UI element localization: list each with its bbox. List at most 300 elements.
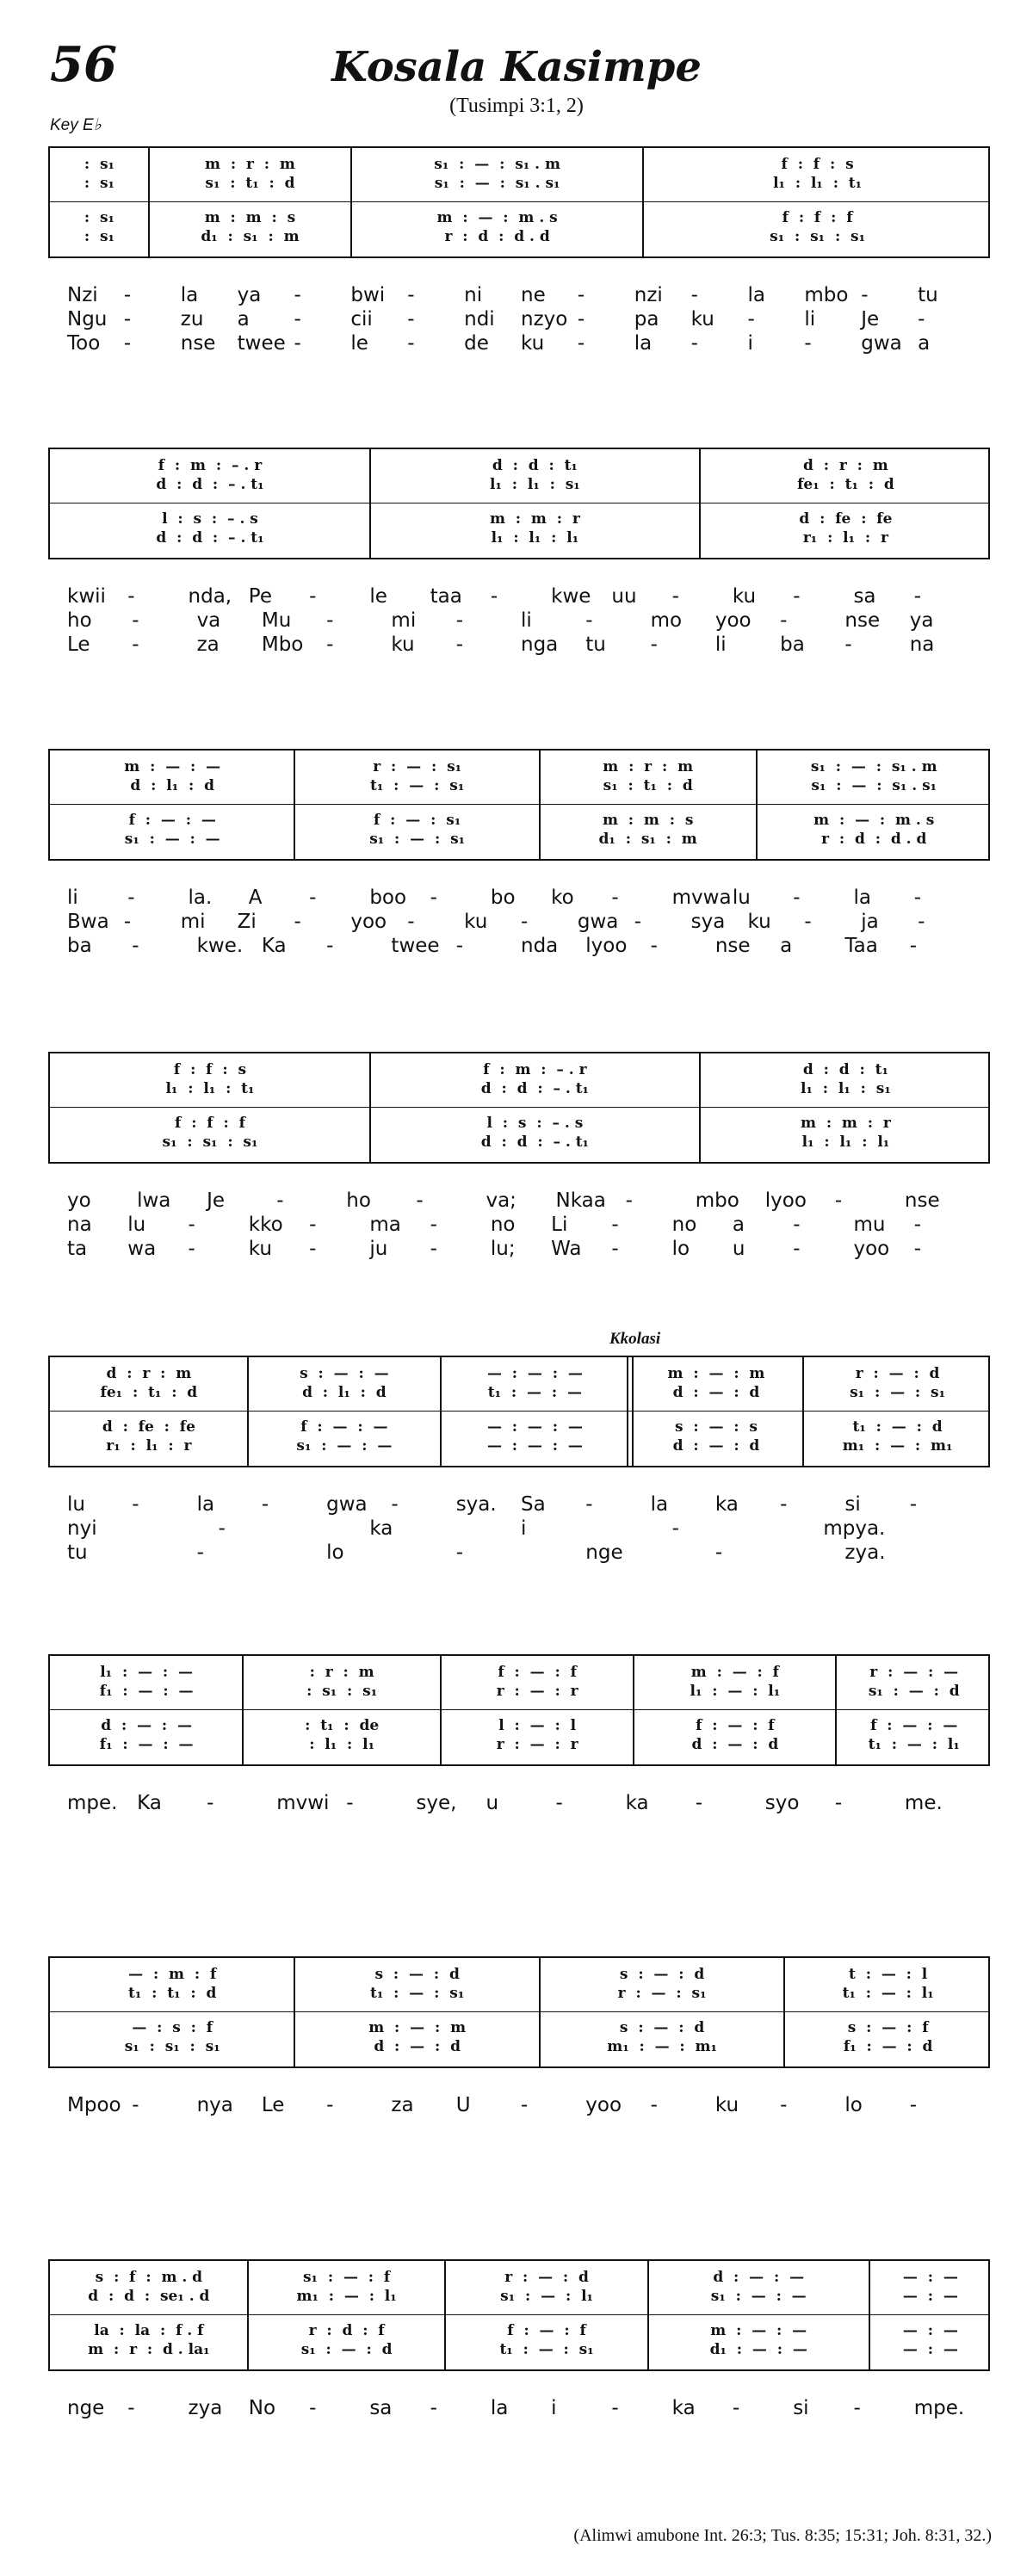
lyric-syllable: mvwa bbox=[671, 886, 732, 909]
solfa-line: s : f : m . d bbox=[95, 2269, 203, 2286]
lyric-syllable: za bbox=[196, 633, 220, 656]
measure bbox=[50, 148, 149, 256]
lyric-syllable: le bbox=[350, 332, 368, 355]
lyric-syllable: ho bbox=[67, 609, 92, 632]
solfa-line: s₁ : — : — bbox=[124, 831, 220, 848]
lyric-syllable: ku bbox=[248, 1238, 272, 1260]
lyric-syllable: mo bbox=[650, 609, 683, 632]
lyric-syllable: tu bbox=[67, 1541, 88, 1564]
solfa-line: f : — : f bbox=[507, 2322, 586, 2339]
solfa-line: m : r : m bbox=[205, 156, 295, 173]
lyric-syllable: nzyo bbox=[521, 308, 568, 330]
lyric-syllable: ku bbox=[714, 2094, 739, 2116]
lyric-syllable: nzi bbox=[634, 284, 663, 306]
lyric-syllable: nse bbox=[844, 609, 881, 632]
lyric-syllable: - bbox=[611, 1214, 619, 1236]
lyric-syllable: - bbox=[309, 2397, 317, 2419]
lyric-line bbox=[50, 1214, 992, 1238]
solfa-line: l₁ : l₁ : s₁ bbox=[490, 476, 580, 493]
lyric-syllable: no bbox=[490, 1214, 516, 1236]
solfa-line: : s₁ bbox=[84, 175, 114, 192]
solfa-line: r : — : d bbox=[504, 2269, 589, 2286]
lyric-syllable: kko bbox=[248, 1214, 283, 1236]
lyric-syllable: - bbox=[218, 1517, 226, 1540]
lyric-syllable: - bbox=[430, 1214, 437, 1236]
lyric-syllable: la bbox=[650, 1493, 669, 1516]
solfa-line: f : f : f bbox=[175, 1115, 245, 1132]
lyric-syllable: - bbox=[909, 2094, 918, 2116]
solfa-line: — : s : f bbox=[132, 2019, 213, 2036]
solfa-line: r : — : — bbox=[869, 1664, 959, 1681]
lyric-line bbox=[50, 1517, 992, 1541]
lyric-syllable: a bbox=[237, 308, 250, 330]
lyric-syllable: bwi bbox=[350, 284, 386, 306]
lyric-syllable: - bbox=[714, 1541, 723, 1564]
lyric-syllable: sya. bbox=[455, 1493, 497, 1516]
lyric-syllable: pa bbox=[634, 308, 659, 330]
solfa-line: r : — : r bbox=[496, 1736, 578, 1753]
lyric-line bbox=[50, 1189, 992, 1214]
lyric-syllable: - bbox=[671, 1517, 679, 1540]
lyric-syllable: ka bbox=[369, 1517, 393, 1540]
solfa-line: s : — : d bbox=[619, 2019, 705, 2036]
lyric-syllable: de bbox=[464, 332, 489, 355]
lyric-syllable: - bbox=[132, 1493, 139, 1516]
lyric-syllable: Nzi bbox=[67, 284, 98, 306]
solfa-line: s₁ : — : — bbox=[710, 2288, 807, 2305]
solfa-line: : r : m bbox=[309, 1664, 374, 1681]
lyric-syllable: - bbox=[690, 332, 698, 355]
measure bbox=[441, 1357, 629, 1466]
solfa-line: f : — : f bbox=[696, 1717, 775, 1734]
lyric-syllable: mvwi bbox=[276, 1792, 330, 1814]
lyric-syllable: a bbox=[780, 935, 793, 957]
solfa-line: — : — : — bbox=[486, 1418, 583, 1436]
measure bbox=[643, 148, 992, 256]
solfa-line: : l₁ : l₁ bbox=[309, 1736, 375, 1753]
solfa-line: m : m : r bbox=[801, 1115, 891, 1132]
solfa-line: m₁ : — : l₁ bbox=[296, 2288, 397, 2305]
notation-system bbox=[48, 1052, 990, 1164]
lyric-syllable: - bbox=[326, 935, 334, 957]
lyric-syllable: - bbox=[207, 1792, 214, 1814]
solfa-line: s₁ : s₁ : s₁ bbox=[162, 1134, 258, 1151]
page-number: 56 bbox=[50, 36, 117, 93]
solfa-line: f : f : s bbox=[781, 156, 854, 173]
measure bbox=[869, 2261, 992, 2369]
lyric-syllable: mpe. bbox=[913, 2397, 965, 2419]
lyric-syllable: yoo bbox=[714, 609, 752, 632]
solfa-line: s : — : s bbox=[674, 1418, 758, 1436]
lyric-syllable: - bbox=[555, 1792, 563, 1814]
solfa-line: s₁ : — : s₁ . m bbox=[434, 156, 560, 173]
lyric-syllable: twee bbox=[237, 332, 286, 355]
lyric-syllable: - bbox=[577, 308, 585, 330]
solfa-line: — : — bbox=[902, 2341, 958, 2358]
solfa-line: s : — : d bbox=[619, 1966, 705, 1983]
measure bbox=[634, 1656, 836, 1764]
lyric-syllable: - bbox=[918, 308, 925, 330]
lyric-syllable: nse bbox=[904, 1189, 940, 1212]
lyric-syllable: - bbox=[455, 633, 464, 656]
solfa-line: d : d : – . t₁ bbox=[156, 476, 264, 493]
notation-system bbox=[48, 1356, 990, 1467]
solfa-line: t₁ : — : d bbox=[852, 1418, 943, 1436]
lyric-syllable: - bbox=[455, 1541, 464, 1564]
measure bbox=[351, 148, 643, 256]
lyric-syllable: - bbox=[294, 284, 301, 306]
solfa-line: t₁ : — : s₁ bbox=[370, 777, 465, 794]
lyric-syllable: - bbox=[834, 1189, 843, 1212]
measure bbox=[836, 1656, 992, 1764]
solfa-line: f : m : – . r bbox=[483, 1061, 587, 1078]
lyric-syllable: Mbo bbox=[261, 633, 304, 656]
lyric-syllable: - bbox=[650, 633, 658, 656]
solfa-line: s₁ : s₁ : s₁ bbox=[770, 228, 866, 245]
solfa-line: d : — : d bbox=[672, 1437, 760, 1455]
solfa-line: d : d : – . t₁ bbox=[480, 1080, 590, 1097]
solfa-line: s : — : d bbox=[374, 1966, 460, 1983]
lyric-syllable: - bbox=[261, 1493, 269, 1516]
lyric-syllable: nyi bbox=[67, 1517, 97, 1540]
lyric-syllable: mbo bbox=[695, 1189, 739, 1212]
lyric-syllable: yoo bbox=[350, 911, 387, 933]
lyric-syllable: - bbox=[132, 609, 139, 632]
measure bbox=[370, 1053, 700, 1162]
solfa-line: f : f : f bbox=[782, 209, 853, 226]
lyric-syllable: Sa bbox=[521, 1493, 546, 1516]
lyric-line bbox=[50, 911, 992, 935]
measure bbox=[700, 1053, 992, 1162]
lyric-syllable: nse bbox=[714, 935, 751, 957]
notation-system bbox=[48, 448, 990, 559]
chorus-label: Kkolasi bbox=[609, 1330, 661, 1348]
lyric-syllable: Zi bbox=[237, 911, 257, 933]
solfa-line: — : — bbox=[902, 2322, 958, 2339]
lyric-syllable: sa bbox=[369, 2397, 393, 2419]
lyric-syllable: i bbox=[747, 332, 753, 355]
solfa-line: s₁ : s₁ : s₁ bbox=[124, 2038, 220, 2055]
solfa-line: m : — : m bbox=[667, 1365, 765, 1382]
lyric-line bbox=[50, 1541, 992, 1566]
lyric-syllable: - bbox=[132, 2094, 139, 2116]
lyric-syllable: ka bbox=[714, 1493, 739, 1516]
footnote: (Alimwi amubone Int. 26:3; Tus. 8:35; 15:31; Joh. 8:31, 32.) bbox=[573, 2526, 992, 2545]
solfa-line: t₁ : — : — bbox=[487, 1384, 582, 1401]
measure bbox=[784, 1958, 992, 2066]
lyric-syllable: ho bbox=[346, 1189, 371, 1212]
lyric-syllable: - bbox=[793, 1238, 801, 1260]
lyric-syllable: ku bbox=[747, 911, 771, 933]
solfa-line: f : m : – . r bbox=[158, 457, 263, 474]
lyric-syllable: - bbox=[844, 633, 852, 656]
lyric-syllable: tu bbox=[585, 633, 606, 656]
solfa-line: : s₁ bbox=[84, 156, 114, 173]
solfa-line: f₁ : — : d bbox=[843, 2038, 933, 2055]
solfa-line: m : m : s bbox=[602, 812, 694, 829]
lyric-syllable: la bbox=[853, 886, 871, 909]
lyric-syllable: ni bbox=[464, 284, 483, 306]
lyric-syllable: tu bbox=[918, 284, 938, 306]
lyric-syllable: - bbox=[747, 308, 755, 330]
lyric-syllable: - bbox=[407, 911, 415, 933]
lyric-syllable: - bbox=[132, 935, 139, 957]
lyric-line bbox=[50, 2397, 992, 2421]
lyric-syllable: ba bbox=[780, 633, 805, 656]
solfa-line: — : — : — bbox=[486, 1365, 583, 1382]
lyric-syllable: - bbox=[918, 911, 925, 933]
measure bbox=[50, 2261, 248, 2369]
measure bbox=[294, 751, 539, 859]
solfa-line: : s₁ : s₁ bbox=[306, 1683, 378, 1700]
solfa-line: d : d : – . t₁ bbox=[480, 1134, 590, 1151]
measure bbox=[648, 2261, 869, 2369]
solfa-line: t₁ : — : s₁ bbox=[370, 1985, 465, 2002]
lyric-syllable: sye, bbox=[416, 1792, 457, 1814]
lyric-syllable: la bbox=[196, 1493, 215, 1516]
solfa-line: d : l₁ : d bbox=[130, 777, 214, 794]
lyric-syllable: mpya. bbox=[823, 1517, 886, 1540]
solfa-line: l₁ : l₁ : l₁ bbox=[801, 1134, 890, 1151]
measure bbox=[294, 1958, 539, 2066]
solfa-line: m : — : m . s bbox=[436, 209, 558, 226]
lyric-syllable: ku bbox=[464, 911, 488, 933]
lyric-syllable: - bbox=[577, 284, 585, 306]
lyric-syllable: la bbox=[490, 2397, 509, 2419]
lyric-syllable: - bbox=[123, 308, 132, 330]
lyric-syllable: twee bbox=[391, 935, 440, 957]
lyric-syllable: - bbox=[521, 911, 529, 933]
lyric-syllable: - bbox=[611, 2397, 619, 2419]
measure bbox=[540, 751, 757, 859]
lyric-syllable: mi bbox=[391, 609, 417, 632]
measure bbox=[50, 751, 294, 859]
lyric-syllable: si bbox=[844, 1493, 861, 1516]
lyric-line bbox=[50, 308, 992, 332]
measure bbox=[540, 1958, 784, 2066]
lyric-syllable: - bbox=[294, 332, 301, 355]
lyric-syllable: - bbox=[407, 332, 415, 355]
lyric-syllable: ju bbox=[369, 1238, 388, 1260]
lyric-syllable: nda, bbox=[188, 585, 232, 608]
lyric-syllable: - bbox=[793, 1214, 801, 1236]
notation-system bbox=[48, 2259, 990, 2371]
lyric-syllable: Wa bbox=[551, 1238, 582, 1260]
lyric-syllable: - bbox=[430, 2397, 437, 2419]
solfa-line: t₁ : t₁ : d bbox=[128, 1985, 217, 2002]
lyric-syllable: no bbox=[671, 1214, 697, 1236]
lyric-syllable: u bbox=[732, 1238, 745, 1260]
solfa-line: r : — : s₁ bbox=[617, 1985, 707, 2002]
lyric-syllable: - bbox=[309, 1214, 317, 1236]
lyric-syllable: ma bbox=[369, 1214, 401, 1236]
measure bbox=[700, 449, 992, 558]
lyric-syllable: - bbox=[913, 585, 922, 608]
solfa-line: s : — : — bbox=[300, 1365, 389, 1382]
solfa-line: d : fe : fe bbox=[102, 1418, 195, 1436]
lyric-syllable: yoo bbox=[585, 2094, 622, 2116]
solfa-line: m : r : m bbox=[603, 758, 694, 775]
lyric-line bbox=[50, 585, 992, 609]
lyric-syllable: - bbox=[909, 1493, 918, 1516]
solfa-line: r : d : f bbox=[308, 2322, 385, 2339]
lyric-syllable: - bbox=[416, 1189, 424, 1212]
lyric-syllable: nse bbox=[180, 332, 216, 355]
lyric-syllable: - bbox=[650, 935, 658, 957]
lyric-syllable: i bbox=[551, 2397, 557, 2419]
lyric-syllable: - bbox=[455, 609, 464, 632]
lyric-syllable: ka bbox=[625, 1792, 649, 1814]
solfa-line: d : — : d bbox=[374, 2038, 461, 2055]
lyric-syllable: - bbox=[309, 585, 317, 608]
lyric-syllable: - bbox=[671, 585, 679, 608]
solfa-line: d : — : — bbox=[713, 2269, 805, 2286]
lyric-syllable: ndi bbox=[464, 308, 495, 330]
lyric-syllable: - bbox=[127, 585, 135, 608]
lyric-syllable: - bbox=[276, 1189, 284, 1212]
lyric-syllable: mbo bbox=[804, 284, 849, 306]
measure bbox=[803, 1357, 992, 1466]
lyric-syllable: nge bbox=[585, 1541, 623, 1564]
lyric-syllable: syo bbox=[764, 1792, 800, 1814]
lyric-syllable: Too bbox=[67, 332, 101, 355]
solfa-line: t₁ : — : s₁ bbox=[499, 2341, 594, 2358]
lyric-syllable: Pe bbox=[248, 585, 272, 608]
lyric-syllable: - bbox=[132, 633, 139, 656]
lyric-syllable: bo bbox=[490, 886, 516, 909]
lyric-syllable: - bbox=[430, 1238, 437, 1260]
lyric-syllable: ku bbox=[732, 585, 757, 608]
lyric-syllable: i bbox=[521, 1517, 527, 1540]
lyric-syllable: li bbox=[521, 609, 532, 632]
lyric-syllable: - bbox=[391, 1493, 399, 1516]
lyric-syllable: nga bbox=[521, 633, 559, 656]
solfa-line: f₁ : — : — bbox=[99, 1683, 194, 1700]
lyric-syllable: - bbox=[326, 609, 334, 632]
lyric-syllable: - bbox=[834, 1792, 843, 1814]
solfa-line: m : r : d . la₁ bbox=[88, 2341, 210, 2358]
lyric-syllable: zya bbox=[188, 2397, 223, 2419]
solfa-line: fe₁ : t₁ : d bbox=[100, 1384, 198, 1401]
lyric-syllable: li bbox=[804, 308, 816, 330]
solfa-line: l₁ : — : l₁ bbox=[690, 1683, 781, 1700]
solfa-line: r : — : s₁ bbox=[373, 758, 462, 775]
lyric-line bbox=[50, 332, 992, 356]
notation-system bbox=[48, 146, 990, 258]
lyric-syllable: gwa bbox=[861, 332, 902, 355]
solfa-line: l : — : l bbox=[498, 1717, 577, 1734]
solfa-line: l : s : – . s bbox=[162, 510, 258, 528]
lyric-syllable: Le bbox=[67, 633, 90, 656]
lyric-syllable: - bbox=[407, 308, 415, 330]
solfa-line: m : m : r bbox=[489, 510, 580, 528]
lyric-syllable: A bbox=[248, 886, 263, 909]
lyric-syllable: uu bbox=[611, 585, 637, 608]
solfa-line: m : — : — bbox=[124, 758, 221, 775]
measure bbox=[50, 1656, 243, 1764]
measure bbox=[50, 1053, 370, 1162]
lyric-syllable: - bbox=[127, 886, 135, 909]
lyric-syllable: - bbox=[732, 2397, 740, 2419]
lyric-syllable: gwa bbox=[577, 911, 619, 933]
lyric-syllable: li bbox=[714, 633, 727, 656]
solfa-line: t : — : l bbox=[849, 1966, 928, 1983]
solfa-line: r : d : d . d bbox=[444, 228, 550, 245]
solfa-line: f : — : s₁ bbox=[374, 812, 461, 829]
lyric-syllable: - bbox=[861, 284, 869, 306]
solfa-line: s₁ : t₁ : d bbox=[603, 777, 693, 794]
solfa-line: m : — : m bbox=[368, 2019, 467, 2036]
solfa-line: f₁ : — : — bbox=[99, 1736, 194, 1753]
solfa-line: d : d : se₁ . d bbox=[88, 2288, 210, 2305]
solfa-line: l₁ : l₁ : t₁ bbox=[165, 1080, 255, 1097]
lyric-syllable: gwa bbox=[326, 1493, 368, 1516]
lyric-syllable: - bbox=[804, 332, 812, 355]
lyric-line bbox=[50, 284, 992, 308]
lyric-syllable: na bbox=[909, 633, 935, 656]
lyric-syllable: lu bbox=[732, 886, 751, 909]
lyric-line bbox=[50, 2094, 992, 2118]
lyric-syllable: la bbox=[747, 284, 765, 306]
lyric-syllable: - bbox=[521, 2094, 529, 2116]
lyric-syllable: u bbox=[486, 1792, 499, 1814]
lyric-syllable: - bbox=[188, 1214, 195, 1236]
solfa-line: d : r : m bbox=[803, 457, 888, 474]
lyric-syllable: ka bbox=[671, 2397, 696, 2419]
solfa-line: — : — bbox=[902, 2288, 958, 2305]
lyric-syllable: lyoo bbox=[585, 935, 628, 957]
measure bbox=[149, 148, 351, 256]
solfa-line: t₁ : — : l₁ bbox=[842, 1985, 934, 2002]
solfa-line: s₁ : — : s₁ . s₁ bbox=[811, 777, 937, 794]
lyric-syllable: Taa bbox=[844, 935, 878, 957]
lyric-line bbox=[50, 609, 992, 633]
solfa-line: m : — : m . s bbox=[813, 812, 935, 829]
lyric-syllable: ta bbox=[67, 1238, 88, 1260]
measure bbox=[50, 449, 370, 558]
solfa-line: : t₁ : de bbox=[305, 1717, 380, 1734]
solfa-line: s₁ : — : s₁ . s₁ bbox=[434, 175, 560, 192]
lyric-syllable: zu bbox=[180, 308, 204, 330]
lyric-syllable: cii bbox=[350, 308, 373, 330]
lyric-syllable: a bbox=[732, 1214, 745, 1236]
lyric-syllable: - bbox=[780, 2094, 788, 2116]
lyric-syllable: - bbox=[577, 332, 585, 355]
measure bbox=[629, 1357, 803, 1466]
solfa-line: l : s : – . s bbox=[486, 1115, 584, 1132]
solfa-line: l₁ : — : — bbox=[100, 1664, 194, 1681]
lyric-syllable: taa bbox=[430, 585, 462, 608]
solfa-line: l₁ : l₁ : s₁ bbox=[801, 1080, 891, 1097]
lyric-syllable: - bbox=[294, 911, 301, 933]
lyric-syllable: na bbox=[67, 1214, 92, 1236]
solfa-line: m₁ : — : m₁ bbox=[607, 2038, 717, 2055]
lyric-syllable: kwe bbox=[551, 585, 591, 608]
lyric-syllable: - bbox=[913, 886, 922, 909]
solfa-line: d : l₁ : d bbox=[302, 1384, 387, 1401]
solfa-line: — : — : — bbox=[486, 1437, 583, 1455]
lyric-syllable: - bbox=[909, 935, 918, 957]
lyric-syllable: nda bbox=[521, 935, 559, 957]
notation-system bbox=[48, 749, 990, 861]
lyric-syllable: li bbox=[67, 886, 78, 909]
lyric-line bbox=[50, 1238, 992, 1262]
measure bbox=[441, 1656, 634, 1764]
lyric-syllable: va bbox=[196, 609, 221, 632]
measure bbox=[370, 449, 700, 558]
lyric-syllable: U bbox=[455, 2094, 471, 2116]
lyric-syllable: - bbox=[407, 284, 415, 306]
